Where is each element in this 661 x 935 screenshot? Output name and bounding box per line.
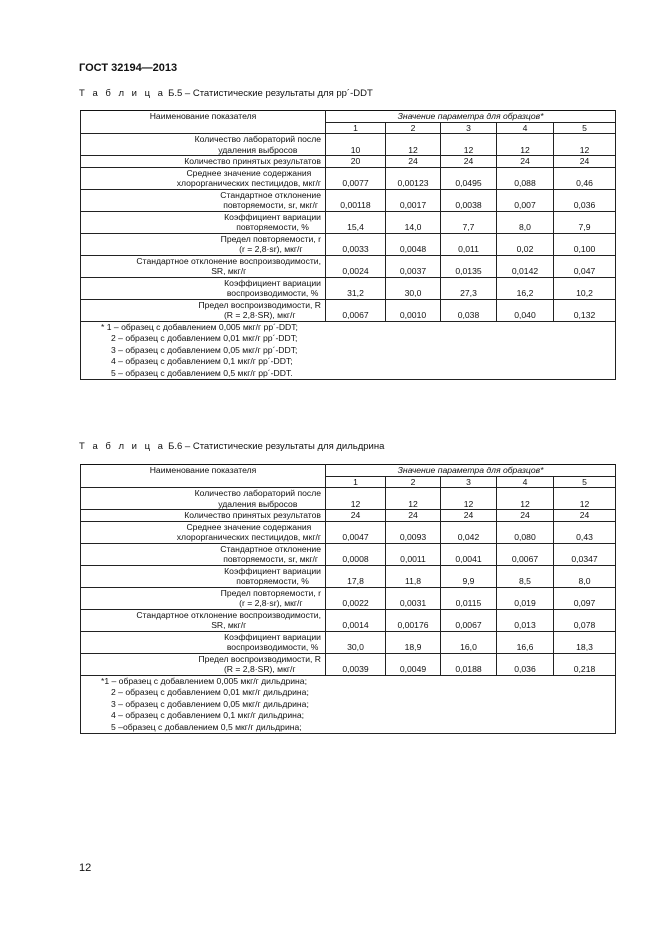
- table-cell: 0,097: [554, 587, 616, 609]
- row-name-line: Количество лабораторий после: [194, 134, 321, 144]
- caption-prefix: Т а б л и ц а: [79, 88, 166, 99]
- table-cell: 12: [441, 488, 497, 510]
- table-row: [81, 521, 616, 543]
- row-name-text: [224, 566, 321, 587]
- table-cell: 0,0039: [326, 653, 386, 675]
- row-name-line: Среднее значение содержания: [186, 167, 312, 178]
- row-name-line: повторяемости, %: [236, 576, 309, 586]
- table-cell: 0,036: [554, 189, 616, 211]
- table-row: [81, 631, 616, 653]
- table-cell: 0,02: [497, 233, 554, 255]
- table-row: [81, 510, 616, 522]
- row-name: [81, 134, 326, 156]
- column-group-header: Значение параметра для образцов*: [326, 465, 616, 477]
- table-cell: 24: [554, 510, 616, 522]
- table-cell: 0,0022: [326, 587, 386, 609]
- table-cell: 0,011: [441, 233, 497, 255]
- table-cell: 0,0077: [326, 167, 386, 189]
- column-number: 2: [386, 476, 441, 488]
- row-name-line: воспроизводимости, %: [226, 642, 319, 652]
- table-cell: 0,040: [497, 299, 554, 321]
- table-row: [81, 543, 616, 565]
- row-name: [81, 167, 326, 189]
- row-name-line: Среднее значение содержания: [186, 521, 312, 532]
- table-cell: 20: [326, 156, 386, 168]
- row-name-line: Коэффициент вариации: [224, 211, 321, 222]
- table-cell: 0,0017: [386, 189, 441, 211]
- footnote-line: 5 – образец с добавлением 0,5 мкг/г pp´-DDT.: [111, 367, 293, 378]
- row-name-line: хлорорганических пестицидов, мкг/г: [176, 532, 321, 542]
- row-name-text: [136, 256, 321, 277]
- table-cell: 24: [326, 510, 386, 522]
- footnote-line: 5 –образец с добавлением 0,5 мкг/г дильдрина;: [111, 721, 302, 732]
- table-cell: 24: [497, 510, 554, 522]
- row-name-line: Количество принятых результатов: [184, 156, 321, 166]
- table-cell: 30,0: [386, 277, 441, 299]
- row-name-text: [136, 610, 321, 631]
- table-caption-b5: [79, 88, 373, 99]
- table-cell: 0,0011: [386, 543, 441, 565]
- table-cell: 15,4: [326, 211, 386, 233]
- row-name-line: повторяемости, %: [236, 222, 309, 232]
- table-row: [81, 134, 616, 156]
- standard-title: ГОСТ 32194—2013: [79, 62, 178, 74]
- table-cell: 0,0067: [497, 543, 554, 565]
- table-cell: 18,3: [554, 631, 616, 653]
- table-row: [81, 609, 616, 631]
- table-cell: 0,100: [554, 233, 616, 255]
- table-cell: 10: [326, 134, 386, 156]
- row-name-line: SR, мкг/г: [211, 620, 247, 630]
- table-cell: 0,0495: [441, 167, 497, 189]
- row-name-line: хлорорганических пестицидов, мкг/г: [176, 178, 321, 188]
- table-cell: 8,5: [497, 565, 554, 587]
- table-cell: 0,00176: [386, 609, 441, 631]
- table-footnotes: [81, 321, 616, 380]
- table-cell: 7,9: [554, 211, 616, 233]
- column-number: 5: [554, 122, 616, 134]
- page-number: 12: [79, 862, 92, 874]
- table-cell: 0,0033: [326, 233, 386, 255]
- row-name: [81, 565, 326, 587]
- row-name: [81, 211, 326, 233]
- table-cell: 12: [386, 134, 441, 156]
- footnote-line: 2 – образец с добавлением 0,01 мкг/г дильдрина;: [111, 687, 309, 698]
- table-row: [81, 565, 616, 587]
- row-name-line: (R = 2,8·SR), мкг/г: [223, 310, 296, 320]
- row-name-line: SR, мкг/г: [211, 266, 247, 276]
- table-cell: 0,0049: [386, 653, 441, 675]
- table-cell: 0,0188: [441, 653, 497, 675]
- row-name-line: Коэффициент вариации: [224, 565, 321, 576]
- footnote-line: 3 – образец с добавлением 0,05 мкг/г pp´-DDT;: [111, 344, 298, 355]
- table-cell: 0,0038: [441, 189, 497, 211]
- column-number: 5: [554, 476, 616, 488]
- table-cell: 0,0047: [326, 521, 386, 543]
- column-header-name: Наименование показателя: [81, 111, 326, 134]
- table-cell: 0,0010: [386, 299, 441, 321]
- stats-table-dieldrin: [80, 464, 616, 734]
- row-name-text: [221, 234, 321, 255]
- table-cell: 24: [441, 510, 497, 522]
- table-row: [81, 255, 616, 277]
- row-name-line: Предел воспроизводимости, R: [198, 299, 321, 310]
- table-cell: 0,132: [554, 299, 616, 321]
- row-name-line: повторяемости, sr, мкг/г: [223, 554, 319, 564]
- column-number: 1: [326, 476, 386, 488]
- row-name: [81, 587, 326, 609]
- row-name-line: Стандартное отклонение воспроизводимости,: [136, 255, 321, 266]
- table-row: [81, 189, 616, 211]
- row-name-line: Стандартное отклонение: [220, 189, 321, 200]
- table-cell: 30,0: [326, 631, 386, 653]
- table-cell: 14,0: [386, 211, 441, 233]
- table-cell: 0,007: [497, 189, 554, 211]
- table-cell: 0,0135: [441, 255, 497, 277]
- column-header-name: Наименование показателя: [81, 465, 326, 488]
- column-number: 2: [386, 122, 441, 134]
- row-name: [81, 189, 326, 211]
- table-cell: 0,088: [497, 167, 554, 189]
- row-name-line: (r = 2,8·sr), мкг/г: [239, 598, 303, 608]
- row-name: [81, 156, 326, 168]
- row-name: [81, 233, 326, 255]
- row-name-line: (R = 2,8·SR), мкг/г: [223, 664, 296, 674]
- table-cell: 24: [386, 156, 441, 168]
- row-name-line: Коэффициент вариации: [224, 277, 321, 288]
- table-row: [81, 277, 616, 299]
- table-cell: 0,078: [554, 609, 616, 631]
- table-cell: 17,8: [326, 565, 386, 587]
- table-cell: 16,0: [441, 631, 497, 653]
- column-number: 3: [441, 476, 497, 488]
- header-row: [81, 465, 616, 477]
- table-cell: 0,0067: [441, 609, 497, 631]
- table-cell: 24: [554, 156, 616, 168]
- column-number: 1: [326, 122, 386, 134]
- row-name: [81, 277, 326, 299]
- row-name: [81, 631, 326, 653]
- row-name-text: [195, 134, 321, 155]
- table-cell: 0,0024: [326, 255, 386, 277]
- table-cell: 0,013: [497, 609, 554, 631]
- row-name-line: Коэффициент вариации: [224, 631, 321, 642]
- table-cell: 31,2: [326, 277, 386, 299]
- footnote-line: 4 – образец с добавлением 0,1 мкг/г pp´-DDT;: [111, 356, 293, 367]
- table-cell: 0,019: [497, 587, 554, 609]
- column-number: 3: [441, 122, 497, 134]
- table-cell: 27,3: [441, 277, 497, 299]
- row-name: [81, 255, 326, 277]
- table-cell: 12: [326, 488, 386, 510]
- table-cell: 12: [554, 134, 616, 156]
- table-cell: 12: [386, 488, 441, 510]
- row-name: [81, 653, 326, 675]
- row-name-line: (r = 2,8·sr), мкг/г: [239, 244, 303, 254]
- table-cell: 0,0008: [326, 543, 386, 565]
- stats-table-pp-ddt: [80, 110, 616, 380]
- row-name-text: [198, 654, 321, 675]
- column-group-header: Значение параметра для образцов*: [326, 111, 616, 123]
- row-name: [81, 609, 326, 631]
- caption-text: – Статистические результаты для pp´-DDT: [184, 88, 373, 99]
- table-cell: 0,0041: [441, 543, 497, 565]
- row-name-text: [221, 588, 321, 609]
- table-cell: 12: [497, 134, 554, 156]
- footnote-line: *1 – образец с добавлением 0,005 мкг/г дильдрина;: [101, 675, 307, 686]
- row-name-text: [184, 510, 321, 521]
- header-row: [81, 111, 616, 123]
- table-cell: 24: [386, 510, 441, 522]
- row-name-line: Количество принятых результатов: [184, 510, 321, 520]
- table-cell: 0,0093: [386, 521, 441, 543]
- table-cell: 0,46: [554, 167, 616, 189]
- table-cell: 0,080: [497, 521, 554, 543]
- table-cell: 11,8: [386, 565, 441, 587]
- row-name-line: повторяемости, sr, мкг/г: [223, 200, 319, 210]
- row-name-text: [220, 190, 321, 211]
- row-name-line: Предел повторяемости, r: [220, 233, 321, 244]
- table-cell: 0,218: [554, 653, 616, 675]
- table-cell: 0,0048: [386, 233, 441, 255]
- footnote-line: 2 – образец с добавлением 0,01 мкг/г pp´-DDT;: [111, 333, 298, 344]
- row-name-text: [198, 300, 321, 321]
- table-footnotes: [81, 675, 616, 734]
- row-name: [81, 488, 326, 510]
- table-cell: 7,7: [441, 211, 497, 233]
- caption-prefix: Т а б л и ц а: [79, 441, 166, 452]
- table-cell: 24: [497, 156, 554, 168]
- table-cell: 0,00118: [326, 189, 386, 211]
- table-cell: 0,042: [441, 521, 497, 543]
- table-cell: 0,0014: [326, 609, 386, 631]
- table-row: [81, 488, 616, 510]
- row-name-line: воспроизводимости, %: [226, 288, 319, 298]
- table-cell: 12: [441, 134, 497, 156]
- row-name-line: Предел воспроизводимости, R: [198, 653, 321, 664]
- table-caption-b6: [79, 441, 384, 452]
- table-cell: 8,0: [497, 211, 554, 233]
- table-row: [81, 587, 616, 609]
- table-cell: 24: [441, 156, 497, 168]
- table-row: [81, 167, 616, 189]
- row-name-line: Количество лабораторий после: [194, 488, 321, 498]
- row-name-line: Предел повторяемости, r: [220, 587, 321, 598]
- row-name: [81, 543, 326, 565]
- table-row: [81, 653, 616, 675]
- row-name: [81, 521, 326, 543]
- row-name-text: [184, 156, 321, 167]
- column-number: 4: [497, 122, 554, 134]
- row-name-line: Стандартное отклонение воспроизводимости,: [136, 609, 321, 620]
- table-cell: 0,036: [497, 653, 554, 675]
- table-cell: 18,9: [386, 631, 441, 653]
- table-cell: 0,038: [441, 299, 497, 321]
- table-cell: 0,0067: [326, 299, 386, 321]
- caption-text: – Статистические результаты для дильдрина: [184, 441, 385, 452]
- table-row: [81, 299, 616, 321]
- table-cell: 12: [497, 488, 554, 510]
- row-name-text: [177, 168, 321, 189]
- notes-row: [81, 675, 616, 734]
- caption-number: Б.6: [168, 441, 183, 452]
- table-row: [81, 233, 616, 255]
- notes-row: [81, 321, 616, 380]
- table-cell: 16,2: [497, 277, 554, 299]
- row-name-line: Стандартное отклонение: [220, 543, 321, 554]
- table-cell: 9,9: [441, 565, 497, 587]
- table-cell: 0,0142: [497, 255, 554, 277]
- table-cell: 10,2: [554, 277, 616, 299]
- table-cell: 12: [554, 488, 616, 510]
- row-name-text: [224, 278, 321, 299]
- table-cell: 0,0347: [554, 543, 616, 565]
- row-name-line: удаления выбросов: [218, 144, 298, 155]
- table-cell: 0,00123: [386, 167, 441, 189]
- row-name-text: [224, 632, 321, 653]
- row-name-text: [220, 544, 321, 565]
- footnote-line: 3 – образец с добавлением 0,05 мкг/г дильдрина;: [111, 698, 309, 709]
- row-name-line: удаления выбросов: [218, 498, 298, 509]
- table-cell: 0,047: [554, 255, 616, 277]
- column-number: 4: [497, 476, 554, 488]
- table-cell: 0,0031: [386, 587, 441, 609]
- row-name-text: [195, 488, 321, 509]
- table-cell: 8,0: [554, 565, 616, 587]
- footnote-line: * 1 – образец с добавлением 0,005 мкг/г pp´-DDT;: [101, 321, 298, 332]
- table-cell: 16,6: [497, 631, 554, 653]
- table-cell: 0,0037: [386, 255, 441, 277]
- table-row: [81, 211, 616, 233]
- row-name: [81, 299, 326, 321]
- table-cell: 0,0115: [441, 587, 497, 609]
- table-cell: 0,43: [554, 521, 616, 543]
- row-name: [81, 510, 326, 522]
- footnote-line: 4 – образец с добавлением 0,1 мкг/г дильдрина;: [111, 710, 305, 721]
- row-name-text: [177, 522, 321, 543]
- table-row: [81, 156, 616, 168]
- row-name-text: [224, 212, 321, 233]
- caption-number: Б.5: [168, 88, 183, 99]
